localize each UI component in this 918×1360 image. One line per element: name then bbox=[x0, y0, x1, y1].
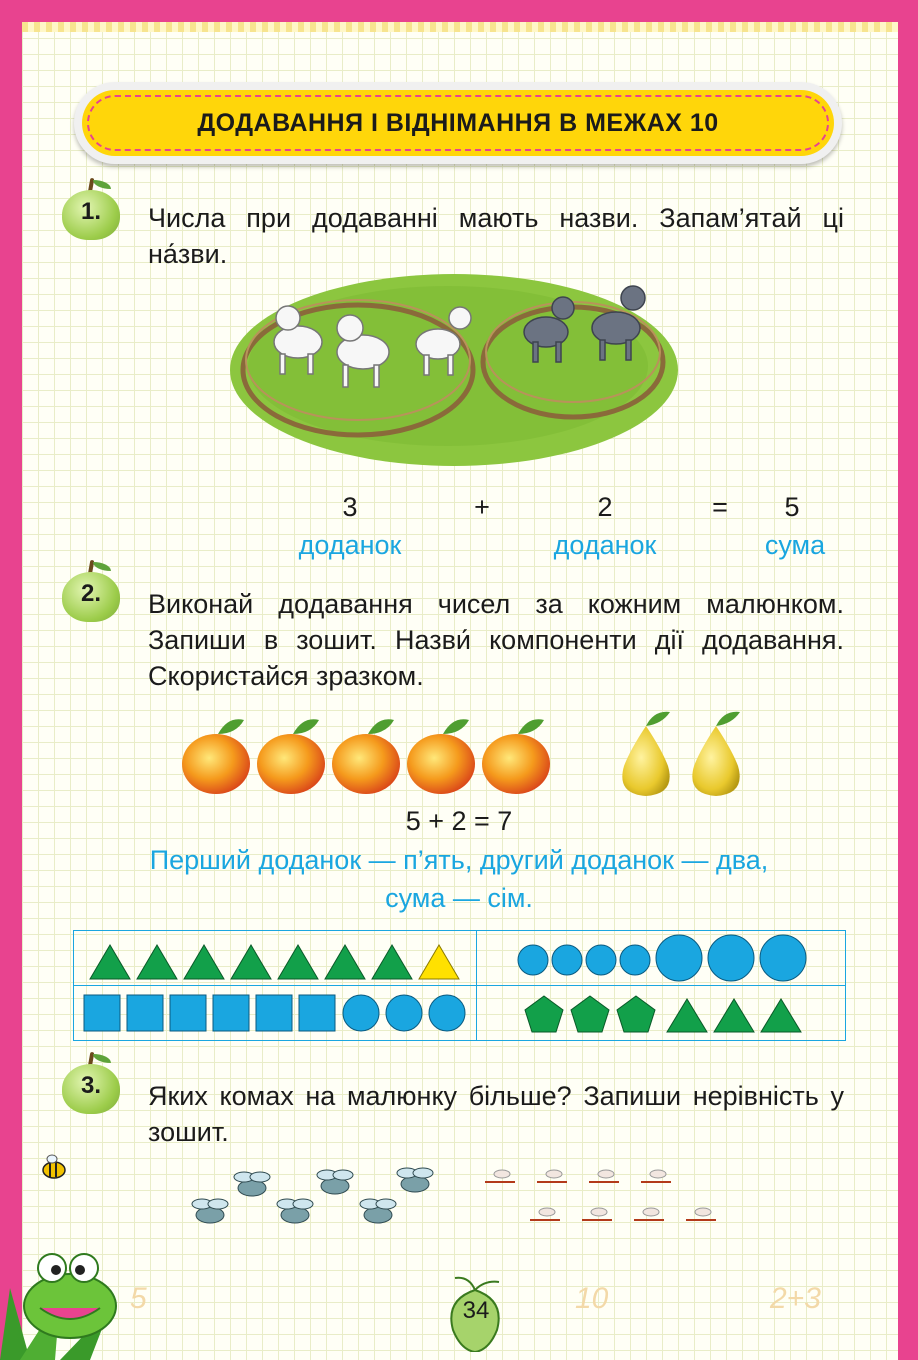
small-circle-icon bbox=[552, 945, 582, 975]
apple-icon bbox=[182, 719, 250, 794]
mosquito-icon bbox=[530, 1208, 560, 1220]
fruits-illustration bbox=[180, 706, 770, 798]
fly-icon bbox=[234, 1172, 270, 1196]
circle-icon bbox=[343, 995, 379, 1031]
square-icon bbox=[84, 995, 120, 1031]
shapes-cell-circles bbox=[477, 931, 846, 986]
equals-sign: = bbox=[712, 492, 728, 522]
big-circle-icon bbox=[760, 935, 806, 981]
shapes-cell-triangles bbox=[74, 931, 477, 986]
green-triangle-icon bbox=[184, 945, 224, 979]
green-triangle-icon bbox=[325, 945, 365, 979]
example-line-1: Перший доданок — п’ять, другий доданок — два, bbox=[149, 845, 769, 875]
apple-icon bbox=[482, 719, 550, 794]
pentagon-icon bbox=[571, 996, 609, 1032]
task-3-apple-icon bbox=[62, 1052, 122, 1114]
task-2-apple-icon bbox=[62, 560, 122, 622]
big-circle-icon bbox=[708, 935, 754, 981]
page-number: 34 bbox=[462, 1297, 490, 1324]
label-addend-a: доданок bbox=[298, 530, 402, 560]
shapes-table bbox=[73, 930, 846, 1041]
plus-sign: + bbox=[474, 492, 490, 522]
green-triangle-icon bbox=[90, 945, 130, 979]
label-addend-b: доданок bbox=[553, 530, 657, 560]
mosquito-icon bbox=[589, 1170, 619, 1182]
apple-icon bbox=[257, 719, 325, 794]
addend-a: 3 bbox=[342, 492, 358, 522]
fly-icon bbox=[192, 1199, 228, 1223]
square-icon bbox=[170, 995, 206, 1031]
mosquito-icon bbox=[686, 1208, 716, 1220]
fly-icon bbox=[360, 1199, 396, 1223]
square-icon bbox=[299, 995, 335, 1031]
mosquito-icon bbox=[582, 1208, 612, 1220]
mosquito-icon bbox=[537, 1170, 567, 1182]
green-triangle-icon bbox=[137, 945, 177, 979]
addend-b: 2 bbox=[597, 492, 613, 522]
bee-icon bbox=[38, 1153, 70, 1181]
square-icon bbox=[127, 995, 163, 1031]
title-box bbox=[82, 90, 834, 156]
task-2-number: 2. bbox=[80, 580, 101, 607]
small-circle-icon bbox=[620, 945, 650, 975]
insects-illustration bbox=[180, 1160, 740, 1245]
big-circle-icon bbox=[656, 935, 702, 981]
example-line-2: сума — сім. bbox=[385, 883, 533, 913]
task-2-text: Виконай додавання чисел за кожним малюнком. Запиши в зошит. Назви́ компоненти дії додавання. Скористайся зразком. bbox=[148, 589, 844, 691]
task-1-text: Числа при додаванні мають назви. Запам’ятай ці на́зви. bbox=[148, 203, 844, 269]
green-triangle-icon bbox=[278, 945, 318, 979]
task-3-number: 3. bbox=[80, 1072, 101, 1099]
task-3-text: Яких комах на малюнку більше? Запиши нерівність у зошит. bbox=[148, 1081, 844, 1147]
shapes-cell-squares bbox=[74, 986, 477, 1041]
green-triangle-icon bbox=[761, 999, 801, 1032]
lambs-field-illustration bbox=[228, 270, 680, 470]
apple-icon bbox=[407, 719, 475, 794]
page-title: ДОДАВАННЯ І ВІДНІМАННЯ В МЕЖАХ 10 bbox=[197, 108, 719, 137]
pentagon-icon bbox=[525, 996, 563, 1032]
decor-number: 10 bbox=[575, 1282, 609, 1315]
circle-icon bbox=[429, 995, 465, 1031]
apple-icon bbox=[332, 719, 400, 794]
green-triangle-icon bbox=[714, 999, 754, 1032]
shapes-cell-pentagons bbox=[477, 986, 846, 1041]
yellow-triangle-icon bbox=[419, 945, 459, 979]
top-fringe bbox=[22, 22, 898, 32]
green-triangle-icon bbox=[372, 945, 412, 979]
small-circle-icon bbox=[518, 945, 548, 975]
mosquito-icon bbox=[485, 1170, 515, 1182]
circle-icon bbox=[386, 995, 422, 1031]
square-icon bbox=[256, 995, 292, 1031]
pear-icon bbox=[622, 712, 670, 796]
task-1-number: 1. bbox=[80, 198, 101, 225]
example-equation: 5 + 2 = 7 bbox=[405, 806, 513, 836]
label-sum: сума bbox=[764, 530, 826, 560]
green-triangle-icon bbox=[231, 945, 271, 979]
green-triangle-icon bbox=[667, 999, 707, 1032]
sum-value: 5 bbox=[784, 492, 800, 522]
title-banner bbox=[74, 82, 842, 164]
fly-icon bbox=[317, 1170, 353, 1194]
frog-icon bbox=[0, 1228, 140, 1360]
task-1-apple-icon bbox=[62, 178, 122, 240]
mosquito-icon bbox=[641, 1170, 671, 1182]
decor-number: 2+3 bbox=[770, 1282, 821, 1315]
small-circle-icon bbox=[586, 945, 616, 975]
decor-number: 5 bbox=[130, 1282, 147, 1315]
mosquito-icon bbox=[634, 1208, 664, 1220]
pear-icon bbox=[692, 712, 740, 796]
square-icon bbox=[213, 995, 249, 1031]
fly-icon bbox=[397, 1168, 433, 1192]
fly-icon bbox=[277, 1199, 313, 1223]
pentagon-icon bbox=[617, 996, 655, 1032]
